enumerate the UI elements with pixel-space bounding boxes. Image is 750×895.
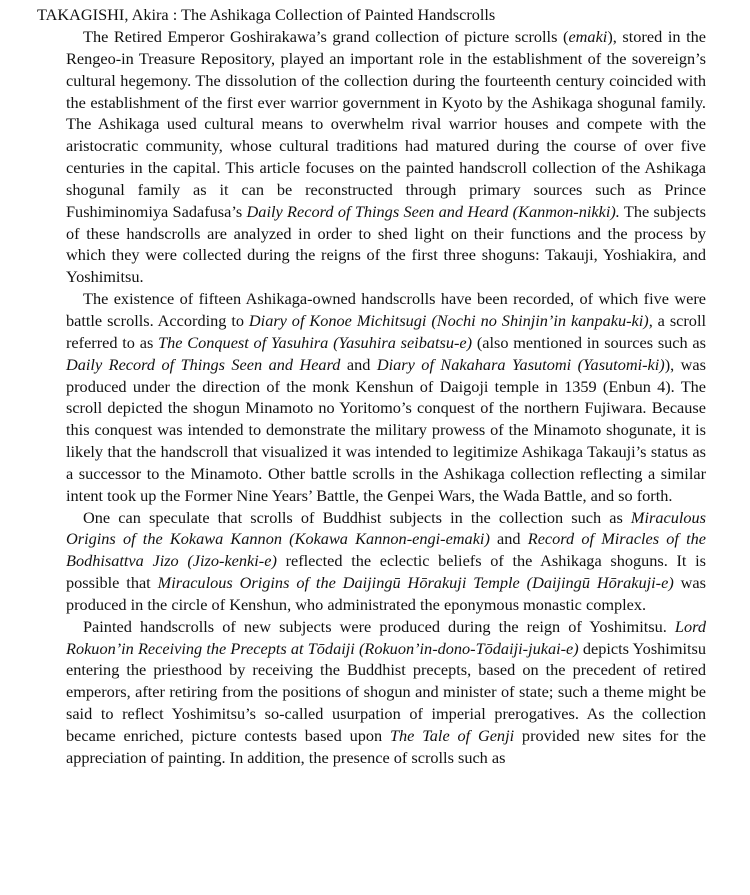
italic-title-run: The Conquest of Yasuhira (Yasuhira seibatsu-e): [158, 332, 473, 352]
text-run: Painted handscrolls of new subjects were produced during the reign of Yoshimitsu.: [83, 616, 675, 636]
text-run: One can speculate that scrolls of Buddhist subjects in the collection such as: [83, 507, 631, 527]
paragraph: [66, 616, 706, 769]
text-run: and: [489, 529, 528, 549]
italic-title-run: Lord Rokuon’in Receiving the Precepts at Tōdaiji (Rokuon’in-dono-Tōdaiji-jukai-e): [66, 616, 706, 658]
text-run: was produced in the circle of Kenshun, who administrated the eponymous monastic complex.: [66, 573, 706, 614]
italic-title-run: Miraculous Origins of the Kokawa Kannon (Kokawa Kannon-engi-emaki): [66, 507, 706, 549]
italic-title-run: emaki: [568, 27, 608, 46]
italic-title-run: Daily Record of Things Seen and Heard (Kanmon-nikki).: [246, 201, 620, 221]
italic-title-run: The Tale of Genji: [389, 726, 515, 745]
text-run: The subjects of these handscrolls are analyzed in order to shed light on their functions and the process by which they were collected during the reigns of the first three shoguns: Takauji, Yoshiakira, and Yoshimitsu.: [66, 201, 706, 287]
italic-title-run: Diary of Nakahara Yasutomi (Yasutomi-ki): [376, 354, 665, 374]
text-run: reflected the eclectic beliefs of the Ashikaga shoguns. It is possible that: [66, 551, 706, 593]
text-run: ), was produced under the direction of the monk Kenshun of Daigoji temple in 1359 (Enbun 4). The scroll depicted the shogun Minamoto no Yoritomo’s conquest of the northern Fujiwara. Because this conquest was intended to demonstrate the military prowess of the Minamoto shogunate, it is likely that the handscroll that visualized it was intended to legitimize Ashikaga Takauji’s status as a successor to the Minamoto. Other battle scrolls in the Ashikaga collection reflecting a similar intent took up the Former Nine Years’ Battle, the Genpei Wars, the Wada Battle, and so forth.: [66, 354, 706, 505]
article-title: TAKAGISHI, Akira : The Ashikaga Collection of Painted Handscrolls: [37, 5, 496, 24]
paragraph: [66, 507, 706, 616]
italic-title-run: Daily Record of Things Seen and Heard: [66, 354, 341, 374]
paragraph: [66, 26, 706, 288]
italic-title-run: Miraculous Origins of the Daijingū Hōrakuji Temple (Daijingū Hōrakuji-e): [157, 573, 674, 593]
text-run: The existence of fifteen Ashikaga-owned handscrolls have been recorded, of which five were battle scrolls. According to: [66, 289, 706, 330]
text-run: and: [340, 354, 377, 374]
italic-title-run: Record of Miracles of the Bodhisattva Jizo (Jizo-kenki-e): [66, 529, 706, 571]
text-run: provided new sites for the appreciation of painting. In addition, the presence of scrolls such as: [66, 726, 706, 767]
paragraph: [66, 288, 706, 506]
text-run: (also mentioned in sources such as: [472, 332, 706, 352]
text-run: a scroll referred to as: [66, 310, 706, 352]
text-run: The Retired Emperor Goshirakawa’s grand collection of picture scrolls (: [83, 27, 569, 46]
article-body: [37, 26, 706, 769]
italic-title-run: Diary of Konoe Michitsugi (Nochi no Shinjin’in kanpaku-ki),: [248, 310, 653, 330]
text-run: ), stored in the Rengeo-in Treasure Repository, played an important role in the establishment of the sovereign’s cultural hegemony. The dissolution of the collection during the fourteenth century coincided with the establishment of the first ever warrior government in Kyoto by the Ashikaga shogunal family. The Ashikaga used cultural means to overwhelm rival warrior houses and compete with the aristocratic community, whose cultural traditions had matured during the course of over five centuries in the capital. This article focuses on the painted handscroll collection of the Ashikaga shogunal family as it can be reconstructed through primary sources such as Prince Fushiminomiya Sadafusa’s: [66, 27, 707, 221]
text-run: depicts Yoshimitsu entering the priesthood by receiving the Buddhist precepts, based on the precedent of retired emperors, after retiring from the positions of shogun and minister of state; such a theme might be said to reflect Yoshimitsu’s so-called usurpation of imperial prerogatives. As the collection became enriched, picture contests based upon: [66, 638, 707, 745]
